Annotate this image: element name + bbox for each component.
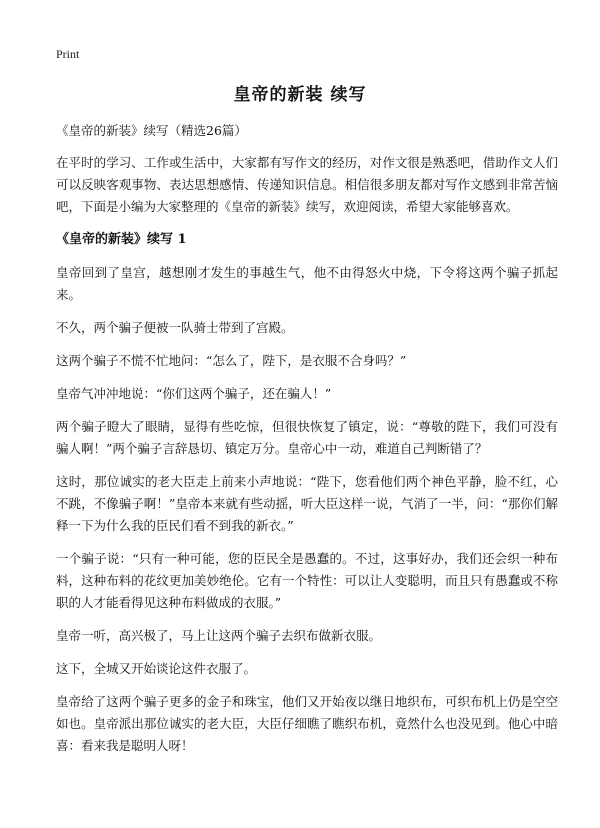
story-paragraph-10: 皇帝给了这两个骗子更多的金子和珠宝，他们又开始夜以继日地织布，可织布机上仍是空空如也。皇帝派出那位诚实的老大臣，大臣仔细瞧了瞧织布机，竟然什么也没见到。他心中暗喜：看来我是聪明人呀！: [56, 694, 558, 753]
print-link[interactable]: Print: [56, 47, 80, 61]
story-paragraph-8: 皇帝一听，高兴极了，马上让这两个骗子去织布做新衣服。: [56, 628, 382, 643]
story-paragraph-4: 皇帝气冲冲地说：“你们这两个骗子，还在骗人！”: [56, 386, 332, 401]
story-paragraph-2: 不久，两个骗子便被一队骑士带到了宫殿。: [56, 320, 294, 335]
document-subtitle: 《皇帝的新装》续写（精选26篇）: [56, 123, 247, 138]
document-body: [56, 120, 558, 768]
story-paragraph-7: 一个骗子说：“只有一种可能，您的臣民全是愚蠢的。不过，这事好办，我们还会织一种布料，这种布料的花纹更加美妙绝伦。它有一个特性：可以让人变聪明，而且只有愚蠢或不称职的人才能看得见这种布料做成的衣服。”: [56, 551, 558, 610]
story-paragraph-6: 这时，那位诚实的老大臣走上前来小声地说：“陛下，您看他们两个神色平静，脸不红，心不跳，不像骗子啊！”皇帝本来就有些动摇，听大臣这样一说，气消了一半，问：“那你们解释一下为什么我的臣民们看不到我的新衣。”: [56, 474, 558, 533]
intro-paragraph: 在平时的学习、工作或生活中，大家都有写作文的经历，对作文很是熟悉吧，借助作文人们可以反映客观事物、表达思想感情、传递知识信息。相信很多朋友都对写作文感到非常苦恼吧，下面是小编为大家整理的《皇帝的新装》续写，欢迎阅读，希望大家能够喜欢。: [56, 155, 558, 214]
story-paragraph-5: 两个骗子瞪大了眼睛，显得有些吃惊，但很快恢复了镇定，说：“尊敬的陛下，我们可没有骗人啊！”两个骗子言辞恳切、镇定万分。皇帝心中一动，难道自己判断错了？: [56, 419, 558, 456]
story-paragraph-1: 皇帝回到了皇宫，越想刚才发生的事越生气，他不由得怒火中烧，下令将这两个骗子抓起来。: [56, 265, 558, 302]
section-heading: 《皇帝的新装》续写 1: [56, 232, 187, 247]
story-paragraph-3: 这两个骗子不慌不忙地问：“怎么了，陛下，是衣服不合身吗？”: [56, 353, 407, 368]
story-paragraph-9: 这下，全城又开始谈论这件衣服了。: [56, 661, 257, 676]
document-title: 皇帝的新装 续写: [233, 85, 367, 105]
